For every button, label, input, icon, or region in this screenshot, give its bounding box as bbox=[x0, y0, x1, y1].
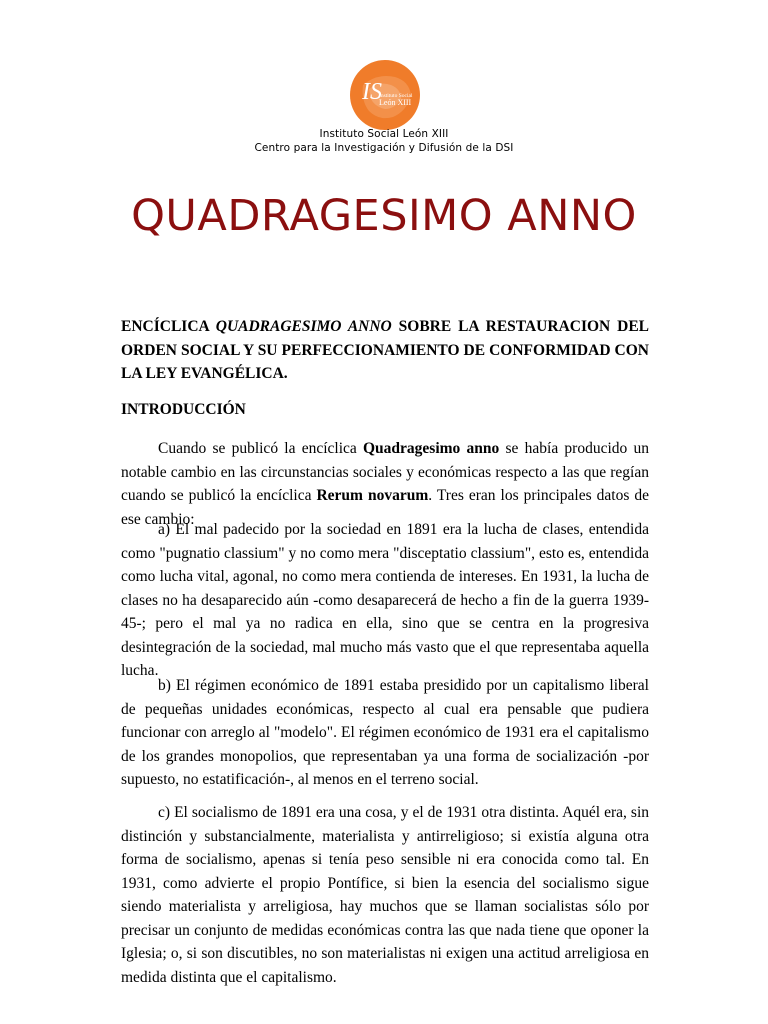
institute-logo-icon bbox=[349, 59, 421, 131]
section-heading: INTRODUCCIÓN bbox=[121, 401, 246, 418]
intro-bold-2: Rerum novarum bbox=[316, 487, 429, 504]
institute-header bbox=[0, 127, 768, 155]
subtitle-prefix: ENCÍCLICA bbox=[121, 318, 216, 335]
logo-letters: IS bbox=[362, 79, 382, 105]
paragraph-c: c) El socialismo de 1891 era una cosa, y el de 1931 otra distinta. Aquél era, sin distinción y substancialmente, materialista y antirreligioso; si existía alguna otra forma de socialismo, apenas si tenía peso sensible ni era conocida como tal. En 1931, como advierte el propio Pontífice, si bien la esencia del socialismo sigue siendo materialista y arreligiosa, hay muchos que se llaman socialistas sólo por precisar un conjunto de medidas económicas contra las que nada tiene que oponer la Iglesia; o, si son discutibles, no son materialistas ni exigen una actitud arreligiosa en medida distinta que el capitalismo. bbox=[121, 804, 649, 986]
paragraph-a: a) El mal padecido por la sociedad en 1891 era la lucha de clases, entendida como "pugnatio classium" y no como mera "disceptatio classium", esto es, entendida como lucha vital, agonal, no como mera contienda de intereses. En 1931, la lucha de clases no ha desaparecido aún -como desaparecerá de hecho a fin de la guerra 1939-45-; pero el mal ya no radica en ella, sino que se centra en la progresiva desintegración de la sociedad, mal mucho más vasto que el que representaba aquella lucha. bbox=[121, 521, 649, 679]
subtitle-suffix: SOBRE LA RESTAURACION DEL ORDEN SOCIAL Y SU PERFECCIONAMIENTO DE CONFORMIDAD CON LA LEY EVANGÉLICA. bbox=[121, 318, 649, 382]
intro-bold-1: Quadragesimo anno bbox=[363, 440, 500, 457]
institute-name: Instituto Social León XIII bbox=[319, 128, 449, 140]
institute-subtitle: Centro para la Investigación y Difusión de la DSI bbox=[254, 142, 514, 154]
intro-paragraph bbox=[121, 437, 649, 531]
encyclical-subtitle bbox=[121, 315, 649, 386]
intro-text-1: Cuando se publicó la encíclica bbox=[158, 440, 363, 457]
document-title: QUADRAGESIMO ANNO bbox=[131, 191, 637, 241]
intro-text-2: se había producido un notable cambio en las circunstancias sociales y económicas respecto a las que regían cuando se publicó la encíclica bbox=[121, 440, 649, 504]
logo-inner-text-2: León XIII bbox=[379, 98, 412, 107]
logo-inner-text: Instituto Social bbox=[379, 93, 413, 99]
paragraph-b: b) El régimen económico de 1891 estaba presidido por un capitalismo liberal de pequeñas unidades económicas, respecto al cual era pensable que pudiera funcionar con arreglo al "modelo". El régimen económico de 1931 era el capitalismo de los grandes monopolios, que representaban ya una forma de socialización -por supuesto, no estatificación-, al menos en el terreno social. bbox=[121, 677, 649, 788]
subtitle-italic-title: QUADRAGESIMO ANNO bbox=[215, 318, 392, 335]
logo-graphic bbox=[349, 59, 421, 131]
intro-text-3: . Tres eran los principales datos de ese cambio: bbox=[121, 487, 649, 528]
